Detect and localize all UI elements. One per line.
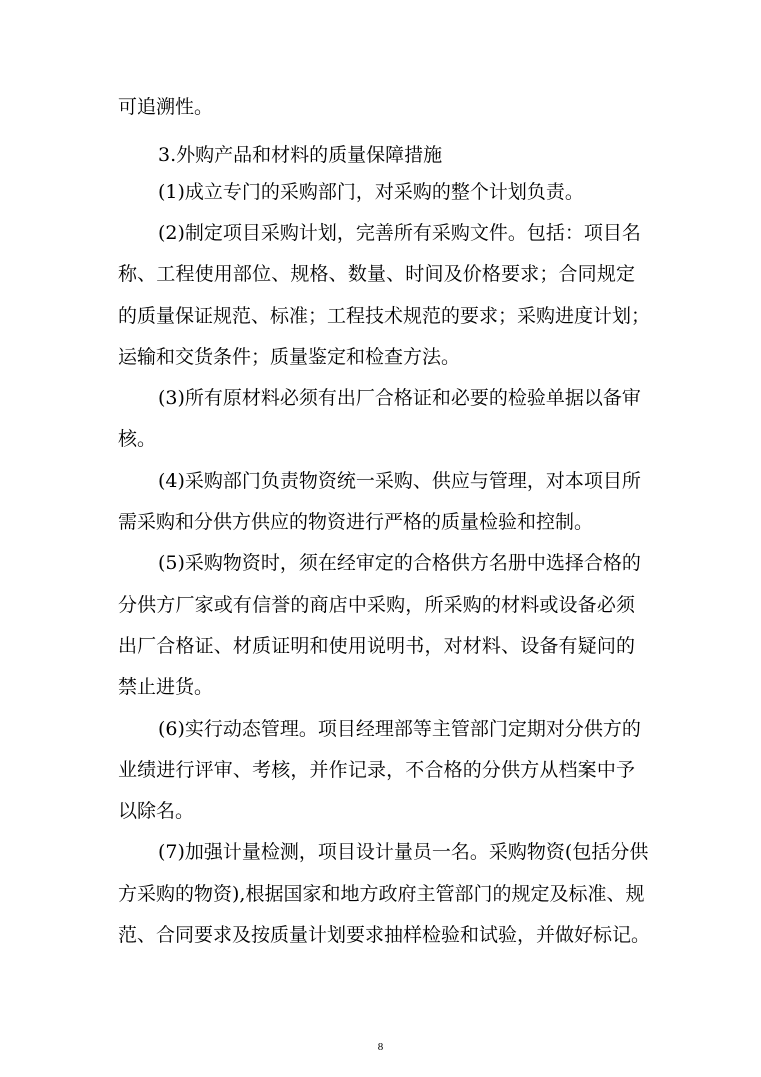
- text-line: [0, 218, 761, 248]
- text-line: [0, 714, 761, 744]
- text-line: [0, 920, 761, 950]
- text-line-content: (5)采购物资时，须在经审定的合格供方名册中选择合格的: [158, 552, 641, 574]
- text-line: [0, 92, 761, 122]
- text-line-content: 运输和交货条件；质量鉴定和检查方法。: [118, 346, 461, 368]
- text-line: [0, 301, 761, 331]
- text-line-content: 范、合同要求及按质量计划要求抽样检验和试验，并做好标记。: [118, 924, 651, 946]
- text-line: [0, 837, 761, 867]
- text-line: [0, 879, 761, 909]
- text-line-content: 以除名。: [118, 800, 195, 822]
- text-line-content: 分供方厂家或有信誉的商店中采购，所采购的材料或设备必须: [118, 594, 635, 616]
- text-line: [0, 590, 761, 620]
- text-line-content: (6)实行动态管理。项目经理部等主管部门定期对分供方的: [158, 718, 641, 740]
- text-line: [0, 672, 761, 702]
- text-line-content: (2)制定项目采购计划，完善所有采购文件。包括：项目名: [158, 222, 641, 244]
- text-line-content: 的质量保证规范、标准；工程技术规范的要求；采购进度计划；: [118, 305, 651, 327]
- text-line: [0, 342, 761, 372]
- text-line: [0, 548, 761, 578]
- text-line: [0, 631, 761, 661]
- text-line-content: 核。: [118, 428, 157, 450]
- text-line-content: (1)成立专门的采购部门，对采购的整个计划负责。: [158, 181, 584, 203]
- text-line: [0, 796, 761, 826]
- text-line-content: (4)采购部门负责物资统一采购、供应与管理，对本项目所: [158, 470, 641, 492]
- text-line-content: 禁止进货。: [118, 676, 214, 698]
- text-line-content: 出厂合格证、材质证明和使用说明书，对材料、设备有疑问的: [118, 635, 635, 657]
- text-line: [0, 259, 761, 289]
- text-line-content: 需采购和分供方供应的物资进行严格的质量检验和控制。: [118, 511, 594, 533]
- section-heading-text: 3.外购产品和材料的质量保障措施: [158, 144, 443, 166]
- text-line: [0, 383, 761, 413]
- text-line: [0, 424, 761, 454]
- text-line-content: (3)所有原材料必须有出厂合格证和必要的检验单据以备审: [158, 387, 641, 409]
- text-line-content: 业绩进行评审、考核，并作记录，不合格的分供方从档案中予: [118, 759, 635, 781]
- text-line-content: 称、工程使用部位、规格、数量、时间及价格要求；合同规定: [118, 263, 635, 285]
- text-line: [0, 466, 761, 496]
- text-line-content: 可追溯性。: [118, 96, 214, 118]
- page-number: 8: [377, 1041, 384, 1053]
- text-line: [0, 177, 761, 207]
- section-heading: [0, 140, 761, 170]
- text-line: [0, 755, 761, 785]
- text-line-content: 方采购的物资),根据国家和地方政府主管部门的规定及标准、规: [118, 883, 645, 905]
- text-line: [0, 507, 761, 537]
- text-line-content: (7)加强计量检测，项目设计量员一名。采购物资(包括分供: [158, 841, 649, 863]
